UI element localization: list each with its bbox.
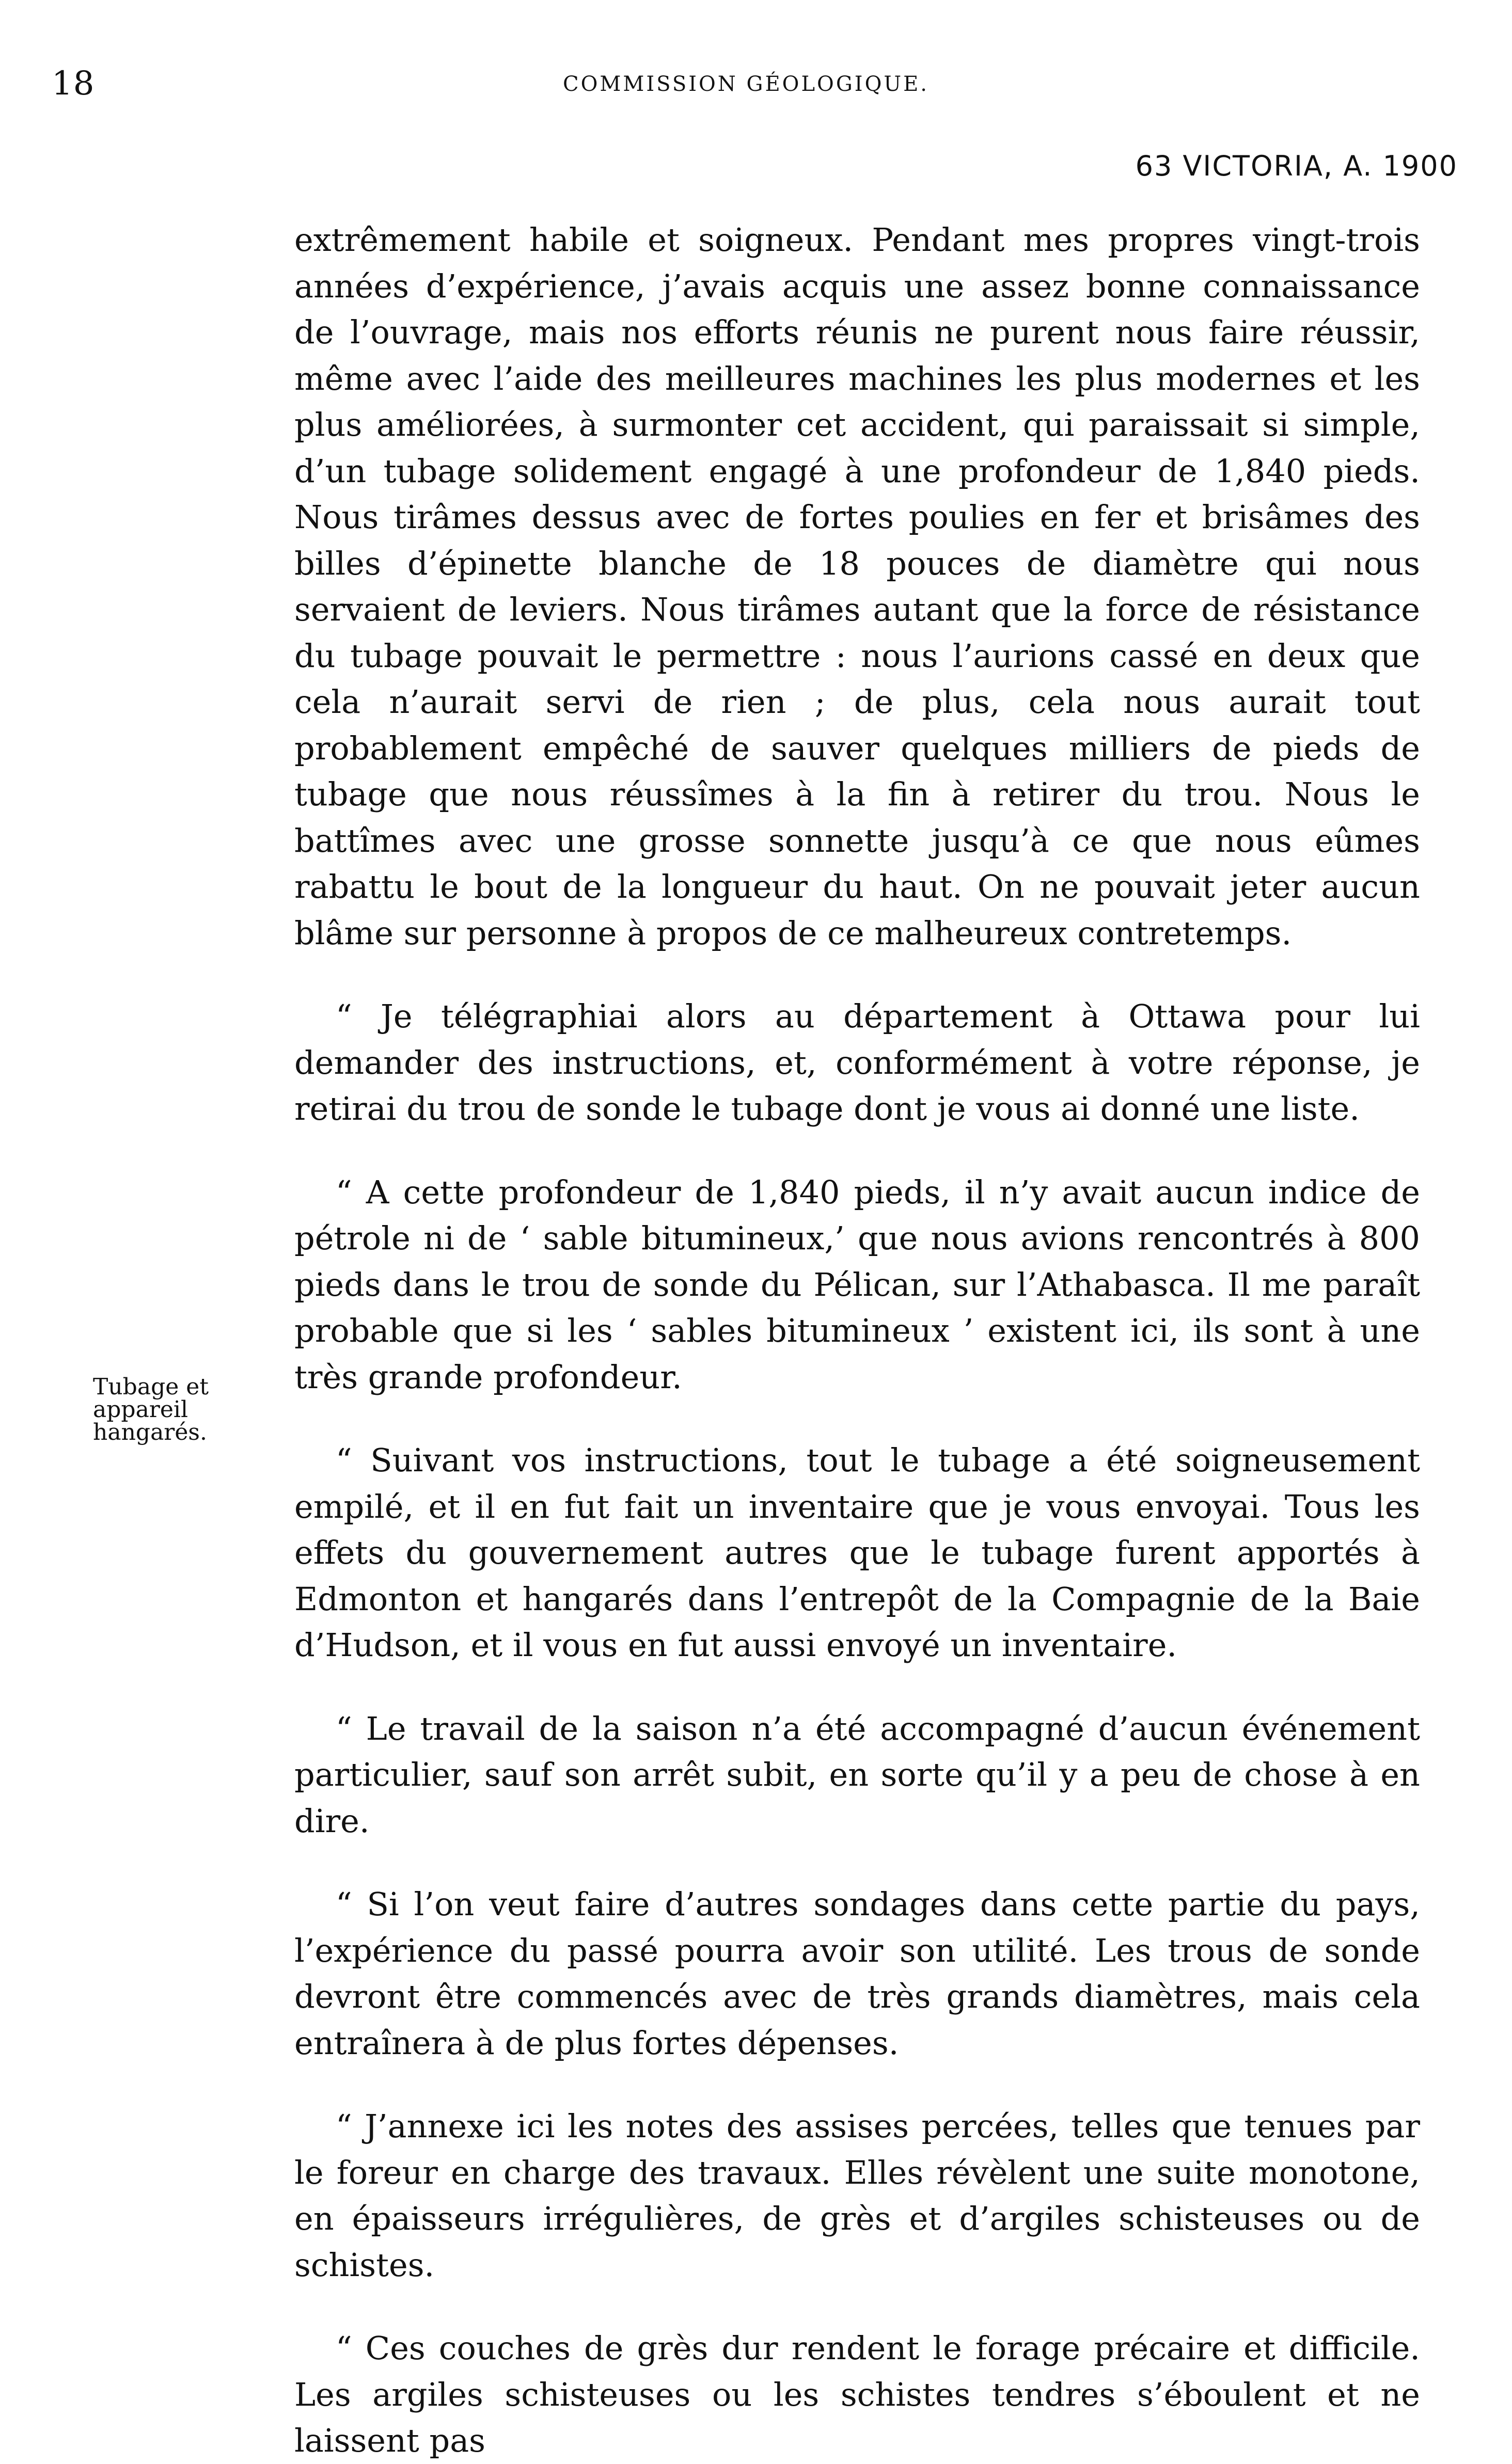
paragraph: “ Si l’on veut faire d’autres sondages dans cette partie du pays, l’expérience du passé pourra avoir son utilité. Les trous de sonde devront être commencés avec de très grands diamètres, mais cela entraînera à de plus fortes dépenses. — [294, 1885, 1420, 2062]
margin-note-line: appareil — [93, 1396, 188, 1423]
paragraph: “ Le travail de la saison n’a été accompagné d’aucun événement particulier, sauf son arrêt subit, en sorte qu’il y a peu de chose à en dire. — [294, 1709, 1420, 1840]
paragraph: “ Je télégraphiai alors au département à Ottawa pour lui demander des instructions, et, conformément à votre réponse, je retirai du trou de sonde le tubage dont je vous ai donné une liste. — [294, 997, 1420, 1127]
margin-note-line: Tubage et — [93, 1374, 209, 1400]
page-number: 18 — [52, 65, 95, 103]
paragraph: “ J’annexe ici les notes des assises percées, telles que tenues par le foreur en charge des travaux. Elles révèlent une suite monotone, en épaisseurs irrégulières, de grès et d’argiles schisteuses ou de schistes. — [294, 2107, 1420, 2284]
volume-reference: 63 VICTORIA, A. 1900 — [1135, 150, 1458, 182]
paragraph: “ Ces couches de grès dur rendent le forage précaire et difficile. Les argiles schisteuses ou les schistes tendres s’éboulent et ne laissent pas — [294, 2329, 1420, 2459]
paragraph: extrêmement habile et soigneux. Pendant mes propres vingt-trois années d’expérience, j’avais acquis une assez bonne connaissance de l’ouvrage, mais nos efforts réunis ne purent nous faire réussir, même avec l’aide des meilleures machines les plus modernes et les plus améliorées, à surmonter cet accident, qui paraissait si simple, d’un tubage solidement engagé à une profondeur de 1,840 pieds. Nous tirâmes dessus avec de fortes poulies en fer et brisâmes des billes d’épinette blanche de 18 pouces de diamètre qui nous servaient de leviers. Nous tirâmes autant que la force de résistance du tubage pouvait le permettre : nous l’aurions cassé en deux que cela n’aurait servi de rien ; de plus, cela nous aurait tout probablement empêché de sauver quelques milliers de pieds de tubage que nous réussîmes à la fin à retirer du trou. Nous le battîmes avec une grosse sonnette jusqu’à ce que nous eûmes rabattu le bout de la longueur du haut. On ne pouvait jeter aucun blâme sur personne à propos de ce malheureux contretemps. — [294, 221, 1420, 952]
body-text — [294, 217, 1420, 2464]
margin-note-line: hangarés. — [93, 1419, 207, 1445]
paragraph: “ A cette profondeur de 1,840 pieds, il n’y avait aucun indice de pétrole ni de ‘ sable bitumineux,’ que nous avions rencontrés à 800 pieds dans le trou de sonde du Pélican, sur l’Athabasca. Il me paraît probable que si les ‘ sables bitumineux ’ existent ici, ils sont à une très grande profondeur. — [294, 1173, 1420, 1396]
running-title: COMMISSION GÉOLOGIQUE. — [563, 72, 929, 96]
margin-note — [93, 1376, 209, 1444]
paragraph: “ Suivant vos instructions, tout le tubage a été soigneusement empilé, et il en fut fait un inventaire que je vous envoyai. Tous les effets du gouvernement autres que le tubage furent apportés à Edmonton et hangarés dans l’entrepôt de la Compagnie de la Baie d’Hudson, et il vous en fut aussi envoyé un inventaire. — [294, 1441, 1420, 1664]
